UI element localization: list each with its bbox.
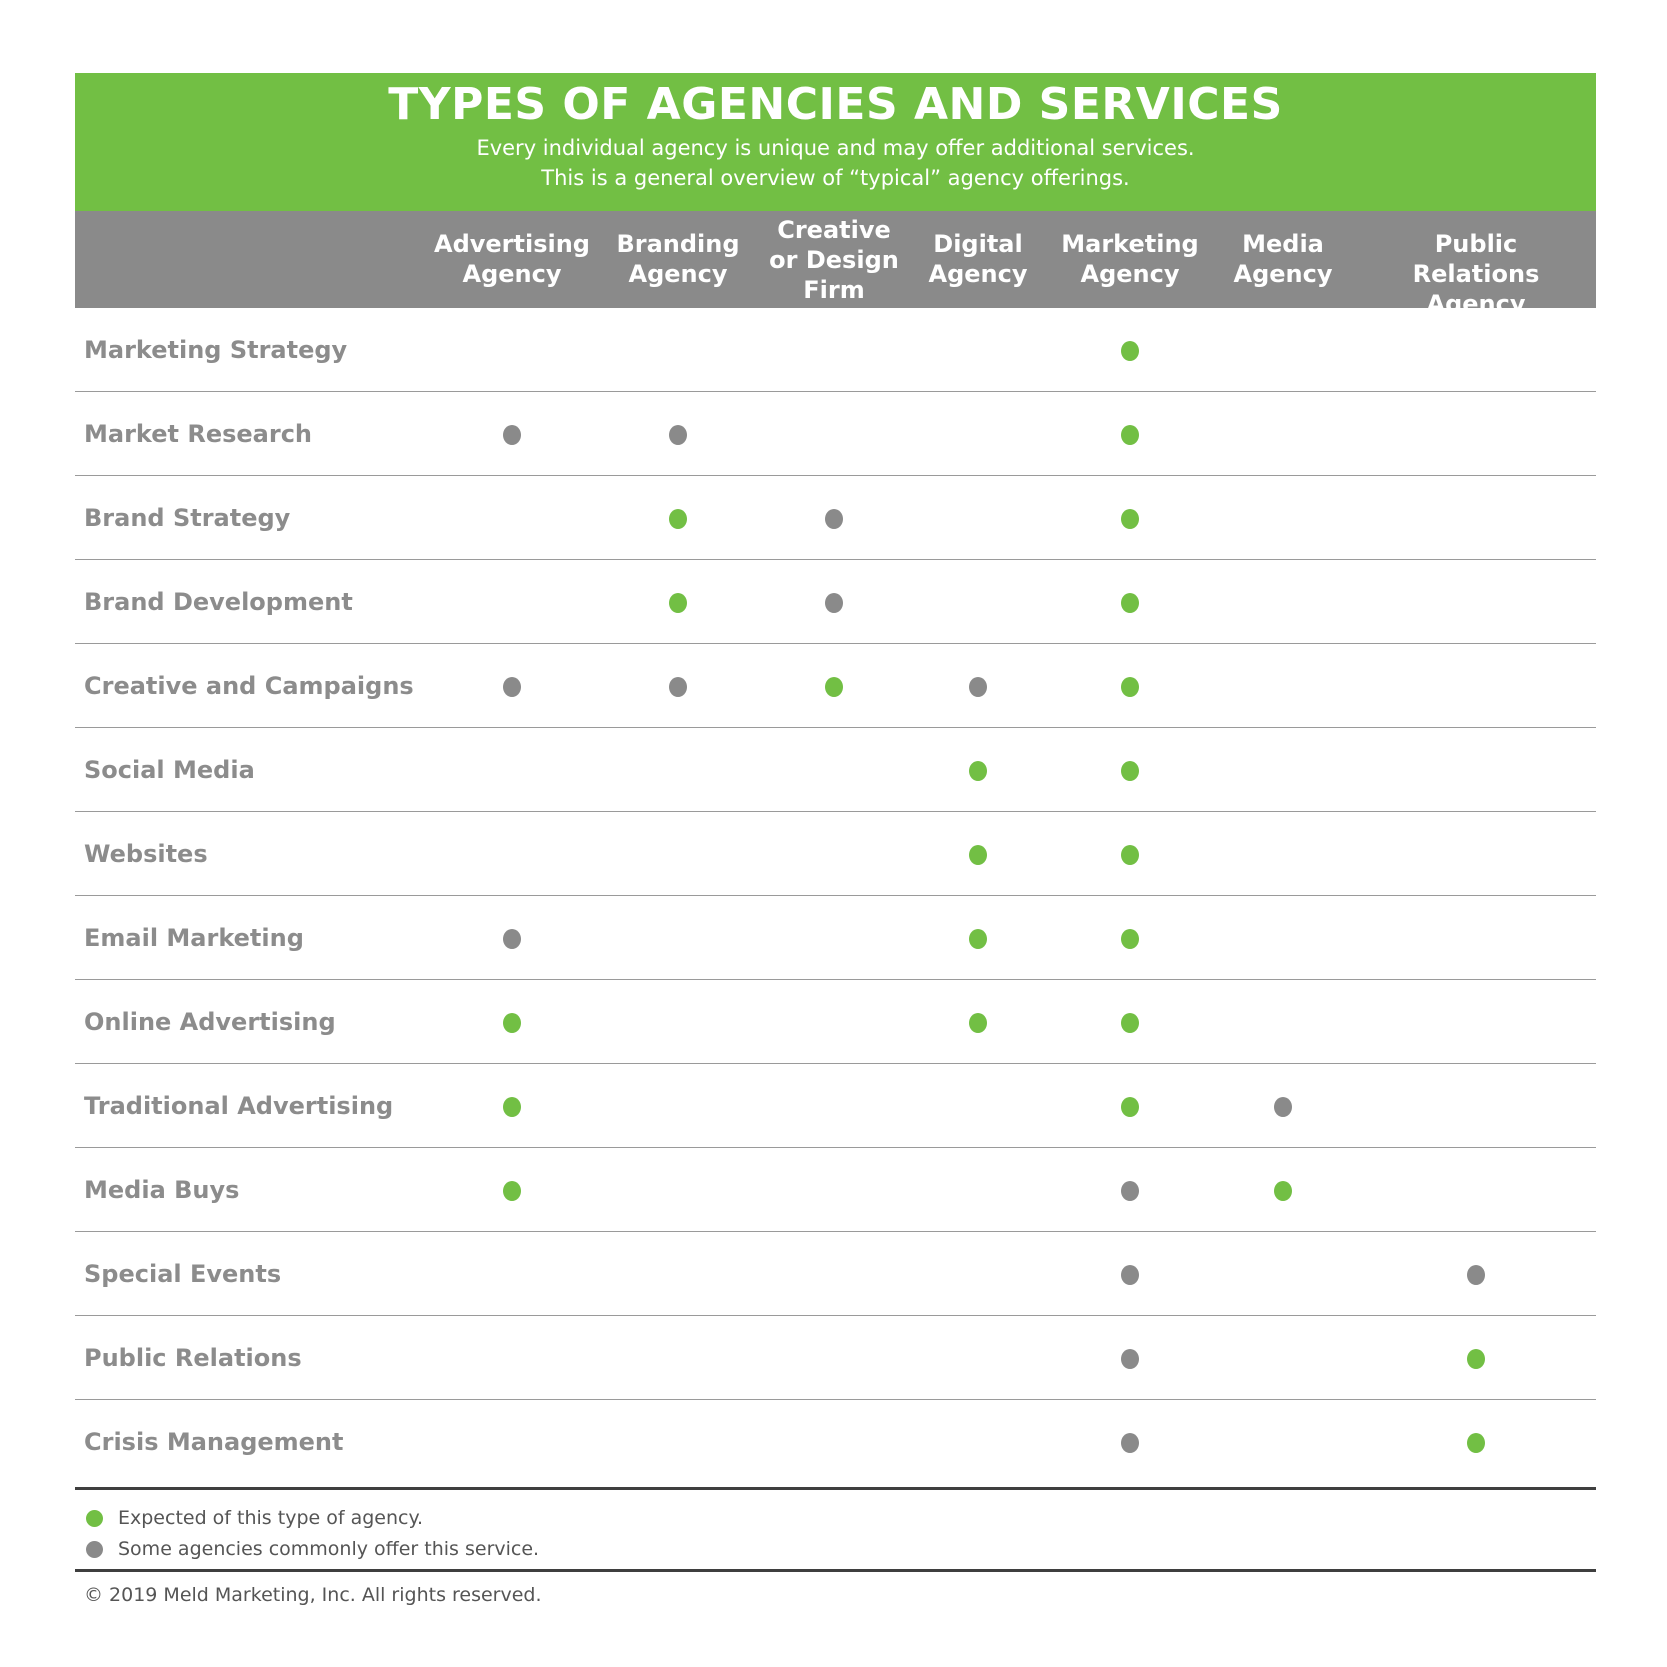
table-row [75, 1316, 1596, 1400]
column-header: Branding Agency [616, 230, 740, 288]
service-label: Social Media [84, 756, 255, 784]
column-header: Advertising Agency [434, 230, 590, 288]
table-bottom-rule [75, 1487, 1596, 1490]
optional-dot-icon [503, 929, 521, 949]
expected-dot-icon [1121, 1097, 1139, 1117]
column-header: Creative or Design Firm [769, 216, 899, 304]
copyright: © 2019 Meld Marketing, Inc. All rights reserved. [84, 1584, 542, 1606]
service-label: Brand Development [84, 588, 353, 616]
table-row [75, 308, 1596, 392]
service-label: Creative and Campaigns [84, 672, 414, 700]
legend-some-label: Some agencies commonly offer this service. [118, 1538, 540, 1560]
optional-dot-icon [1121, 1265, 1139, 1285]
legend-expected-label: Expected of this type of agency. [118, 1507, 424, 1529]
expected-dot-icon [1467, 1433, 1485, 1453]
table-row [75, 980, 1596, 1064]
expected-dot-icon [503, 1097, 521, 1117]
table-row [75, 728, 1596, 812]
subtitle-line-2: This is a general overview of “typical” agency offerings. [541, 166, 1130, 190]
column-header: Digital Agency [928, 230, 1028, 288]
table-row [75, 1232, 1596, 1316]
column-header: Marketing Agency [1061, 230, 1199, 288]
expected-dot-icon [969, 929, 987, 949]
service-label: Public Relations [84, 1344, 302, 1372]
expected-dot-icon [1121, 1013, 1139, 1033]
table-row [75, 812, 1596, 896]
service-label: Market Research [84, 420, 312, 448]
optional-dot-icon [825, 509, 843, 529]
service-label: Online Advertising [84, 1008, 336, 1036]
subtitle-line-1: Every individual agency is unique and may offer additional services. [476, 136, 1195, 160]
table-row [75, 1400, 1596, 1484]
expected-dot-icon [825, 677, 843, 697]
service-label: Brand Strategy [84, 504, 291, 532]
service-label: Traditional Advertising [84, 1092, 394, 1120]
page-title: TYPES OF AGENCIES AND SERVICES [388, 79, 1283, 130]
table-row [75, 644, 1596, 728]
optional-dot-icon [503, 677, 521, 697]
table-row [75, 476, 1596, 560]
table-row [75, 1064, 1596, 1148]
optional-dot-icon [1467, 1265, 1485, 1285]
service-label: Crisis Management [84, 1428, 344, 1456]
service-label: Marketing Strategy [84, 336, 348, 364]
gray-dot-icon [86, 1541, 103, 1558]
expected-dot-icon [969, 761, 987, 781]
table-row [75, 1148, 1596, 1232]
optional-dot-icon [669, 677, 687, 697]
expected-dot-icon [1121, 425, 1139, 445]
optional-dot-icon [1274, 1097, 1292, 1117]
column-header: Media Agency [1233, 230, 1333, 288]
service-label: Websites [84, 840, 208, 868]
expected-dot-icon [969, 1013, 987, 1033]
expected-dot-icon [669, 593, 687, 613]
expected-dot-icon [1274, 1181, 1292, 1201]
legend-bottom-rule [75, 1569, 1596, 1572]
optional-dot-icon [1121, 1181, 1139, 1201]
expected-dot-icon [1121, 845, 1139, 865]
green-dot-icon [86, 1510, 103, 1527]
table-row [75, 560, 1596, 644]
service-label: Special Events [84, 1260, 282, 1288]
expected-dot-icon [1121, 593, 1139, 613]
expected-dot-icon [1467, 1349, 1485, 1369]
expected-dot-icon [669, 509, 687, 529]
optional-dot-icon [503, 425, 521, 445]
optional-dot-icon [669, 425, 687, 445]
service-label: Email Marketing [84, 924, 304, 952]
expected-dot-icon [503, 1181, 521, 1201]
expected-dot-icon [1121, 929, 1139, 949]
column-header: Public Relations Agency [1412, 230, 1540, 318]
title-banner [75, 73, 1596, 211]
table-row [75, 392, 1596, 476]
optional-dot-icon [825, 593, 843, 613]
service-label: Media Buys [84, 1176, 240, 1204]
expected-dot-icon [1121, 677, 1139, 697]
column-header-bar [75, 211, 1596, 318]
expected-dot-icon [1121, 761, 1139, 781]
optional-dot-icon [1121, 1433, 1139, 1453]
expected-dot-icon [969, 845, 987, 865]
optional-dot-icon [1121, 1349, 1139, 1369]
table-row [75, 896, 1596, 980]
expected-dot-icon [1121, 341, 1139, 361]
expected-dot-icon [1121, 509, 1139, 529]
expected-dot-icon [503, 1013, 521, 1033]
optional-dot-icon [969, 677, 987, 697]
